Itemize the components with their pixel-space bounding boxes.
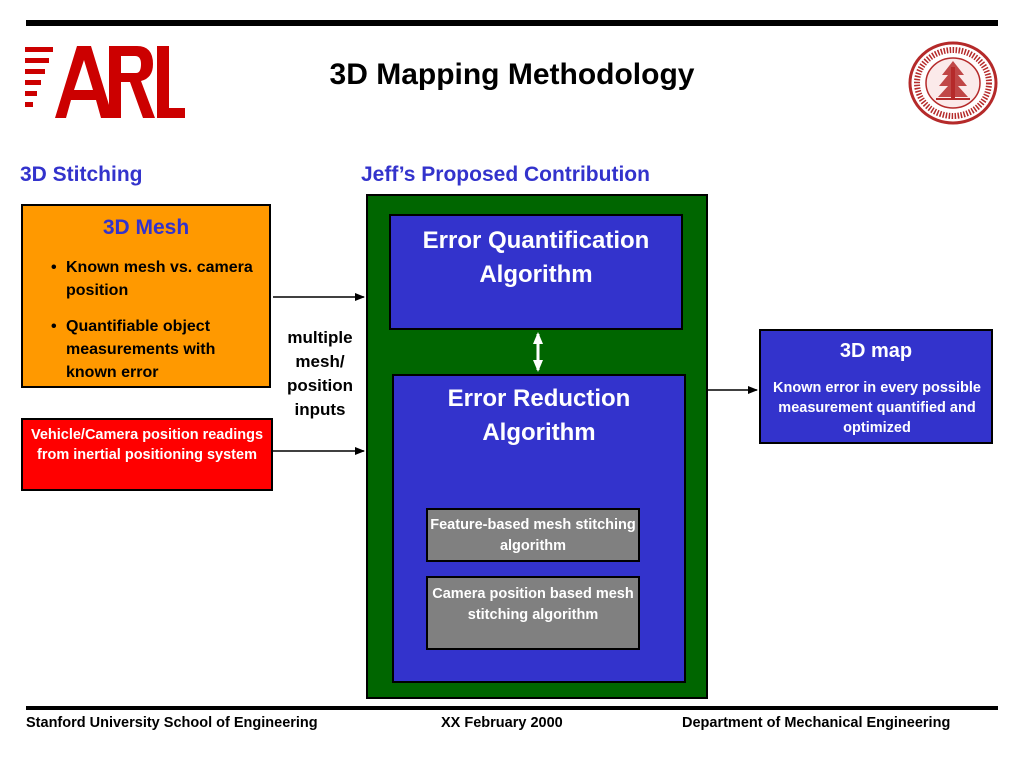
- mesh-box: [21, 204, 271, 388]
- mesh-bullet-text: Quantifiable object measurements with known error: [66, 318, 216, 381]
- error-quantification-box: Error Quantification Algorithm: [389, 214, 683, 330]
- mesh-bullet-text: Known mesh vs. camera position: [66, 259, 253, 299]
- vehicle-camera-box: Vehicle/Camera position readings from inertial positioning system: [21, 418, 273, 491]
- map-output-box: [759, 329, 993, 444]
- stanford-seal: [908, 41, 998, 125]
- inputs-label: multiple mesh/ position inputs: [286, 328, 354, 419]
- error-reduction-title: Error Reduction Algorithm: [447, 385, 631, 446]
- feature-based-stitching-box: Feature-based mesh stitching algorithm: [426, 508, 640, 562]
- top-rule: [26, 20, 998, 26]
- left-section-heading: 3D Stitching: [20, 163, 143, 186]
- bullet-icon: •: [51, 318, 57, 335]
- mesh-bullet-list: [51, 256, 261, 397]
- arl-logo: [25, 44, 185, 120]
- map-box-description: Known error in every possible measurement quantified and optimized: [773, 380, 981, 436]
- mesh-bullet-item: [51, 315, 261, 384]
- camera-position-stitching-box: Camera position based mesh stitching algorithm: [426, 576, 640, 650]
- bullet-icon: •: [51, 259, 57, 276]
- center-section-heading: Jeff’s Proposed Contribution: [361, 163, 650, 186]
- footer-left: Stanford University School of Engineering: [26, 715, 318, 731]
- footer-right: Department of Mechanical Engineering: [682, 715, 951, 731]
- footer-center: XX February 2000: [441, 715, 563, 731]
- mesh-box-title: 3D Mesh: [102, 216, 190, 239]
- map-box-title: 3D map: [839, 340, 913, 362]
- mesh-bullet-item: [51, 256, 261, 302]
- slide-title: 3D Mapping Methodology: [329, 58, 695, 91]
- bottom-rule: [26, 706, 998, 710]
